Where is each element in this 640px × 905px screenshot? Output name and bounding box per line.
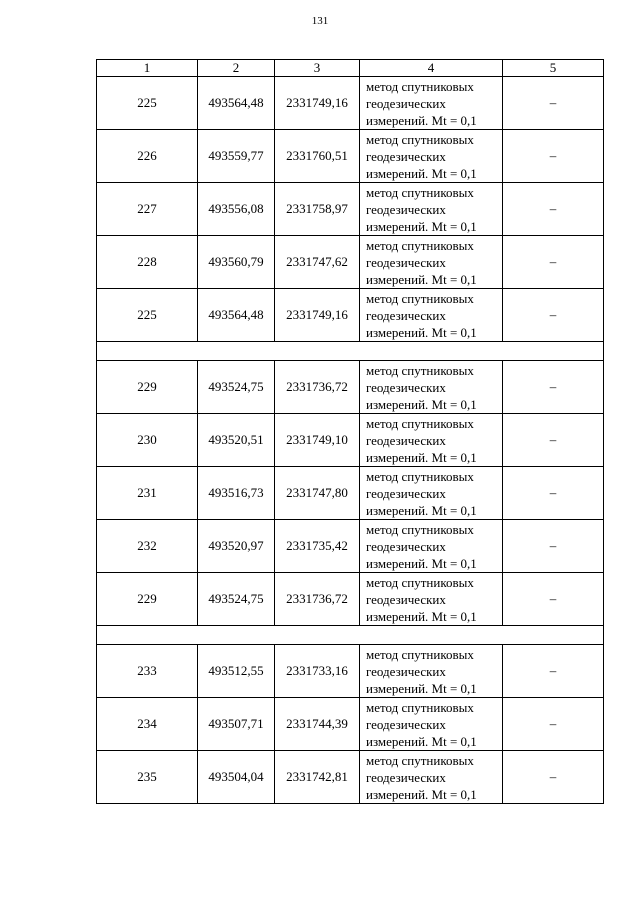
table-row [97, 77, 604, 130]
note-cell: – [503, 751, 604, 804]
note-cell: – [503, 361, 604, 414]
method-cell: метод спутниковых геодезических измерений. Mt = 0,1 [360, 236, 503, 289]
header-col-3: 3 [275, 60, 360, 77]
note-cell: – [503, 645, 604, 698]
x-coordinate-cell: 493520,51 [198, 414, 275, 467]
x-coordinate-cell: 493524,75 [198, 573, 275, 626]
point-number-cell: 228 [97, 236, 198, 289]
y-coordinate-cell: 2331742,81 [275, 751, 360, 804]
x-coordinate-cell: 493507,71 [198, 698, 275, 751]
x-coordinate-cell: 493564,48 [198, 289, 275, 342]
note-cell: – [503, 698, 604, 751]
point-number-cell: 226 [97, 130, 198, 183]
table-row [97, 645, 604, 698]
note-cell: – [503, 130, 604, 183]
table-row [97, 467, 604, 520]
note-cell: – [503, 520, 604, 573]
note-cell: – [503, 573, 604, 626]
point-number-cell: 230 [97, 414, 198, 467]
y-coordinate-cell: 2331760,51 [275, 130, 360, 183]
x-coordinate-cell: 493512,55 [198, 645, 275, 698]
table-row [97, 698, 604, 751]
x-coordinate-cell: 493524,75 [198, 361, 275, 414]
table-row [97, 236, 604, 289]
point-number-cell: 225 [97, 289, 198, 342]
y-coordinate-cell: 2331747,80 [275, 467, 360, 520]
note-cell: – [503, 77, 604, 130]
table-row [97, 573, 604, 626]
point-number-cell: 234 [97, 698, 198, 751]
point-number-cell: 231 [97, 467, 198, 520]
point-number-cell: 233 [97, 645, 198, 698]
header-col-2: 2 [198, 60, 275, 77]
table-row [97, 130, 604, 183]
y-coordinate-cell: 2331735,42 [275, 520, 360, 573]
table-row [97, 183, 604, 236]
header-col-5: 5 [503, 60, 604, 77]
note-cell: – [503, 183, 604, 236]
method-cell: метод спутниковых геодезических измерений. Mt = 0,1 [360, 130, 503, 183]
x-coordinate-cell: 493516,73 [198, 467, 275, 520]
group-separator-cell [97, 626, 604, 645]
method-cell: метод спутниковых геодезических измерений. Mt = 0,1 [360, 573, 503, 626]
method-cell: метод спутниковых геодезических измерений. Mt = 0,1 [360, 183, 503, 236]
table-row [97, 520, 604, 573]
group-separator-row [97, 626, 604, 645]
x-coordinate-cell: 493564,48 [198, 77, 275, 130]
table-header-row [97, 60, 604, 77]
x-coordinate-cell: 493560,79 [198, 236, 275, 289]
table-row [97, 361, 604, 414]
y-coordinate-cell: 2331747,62 [275, 236, 360, 289]
method-cell: метод спутниковых геодезических измерений. Mt = 0,1 [360, 77, 503, 130]
method-cell: метод спутниковых геодезических измерений. Mt = 0,1 [360, 520, 503, 573]
table-row [97, 414, 604, 467]
group-separator-row [97, 342, 604, 361]
point-number-cell: 229 [97, 573, 198, 626]
page-number: 131 [311, 15, 329, 27]
method-cell: метод спутниковых геодезических измерений. Mt = 0,1 [360, 751, 503, 804]
method-cell: метод спутниковых геодезических измерений. Mt = 0,1 [360, 361, 503, 414]
x-coordinate-cell: 493559,77 [198, 130, 275, 183]
y-coordinate-cell: 2331736,72 [275, 361, 360, 414]
note-cell: – [503, 236, 604, 289]
method-cell: метод спутниковых геодезических измерений. Mt = 0,1 [360, 645, 503, 698]
method-cell: метод спутниковых геодезических измерений. Mt = 0,1 [360, 467, 503, 520]
note-cell: – [503, 467, 604, 520]
point-number-cell: 235 [97, 751, 198, 804]
group-separator-cell [97, 342, 604, 361]
table-row [97, 751, 604, 804]
header-col-1: 1 [97, 60, 198, 77]
method-cell: метод спутниковых геодезических измерений. Mt = 0,1 [360, 289, 503, 342]
table-row [97, 289, 604, 342]
point-number-cell: 225 [97, 77, 198, 130]
x-coordinate-cell: 493504,04 [198, 751, 275, 804]
y-coordinate-cell: 2331749,16 [275, 289, 360, 342]
y-coordinate-cell: 2331736,72 [275, 573, 360, 626]
y-coordinate-cell: 2331744,39 [275, 698, 360, 751]
coordinates-table [96, 59, 604, 804]
x-coordinate-cell: 493520,97 [198, 520, 275, 573]
point-number-cell: 232 [97, 520, 198, 573]
y-coordinate-cell: 2331749,10 [275, 414, 360, 467]
point-number-cell: 229 [97, 361, 198, 414]
header-col-4: 4 [360, 60, 503, 77]
y-coordinate-cell: 2331758,97 [275, 183, 360, 236]
table-body [97, 77, 604, 804]
point-number-cell: 227 [97, 183, 198, 236]
method-cell: метод спутниковых геодезических измерений. Mt = 0,1 [360, 414, 503, 467]
method-cell: метод спутниковых геодезических измерений. Mt = 0,1 [360, 698, 503, 751]
note-cell: – [503, 414, 604, 467]
y-coordinate-cell: 2331749,16 [275, 77, 360, 130]
y-coordinate-cell: 2331733,16 [275, 645, 360, 698]
note-cell: – [503, 289, 604, 342]
x-coordinate-cell: 493556,08 [198, 183, 275, 236]
